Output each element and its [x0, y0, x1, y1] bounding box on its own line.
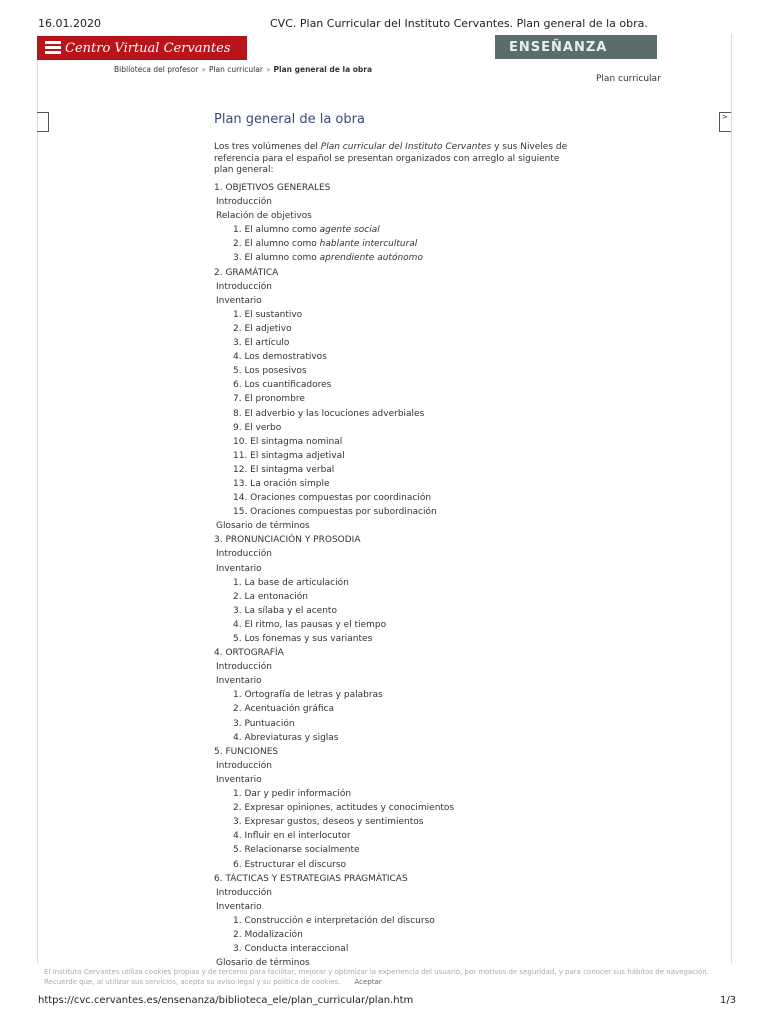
outline-item-label: 14. Oraciones compuestas por coordinación — [233, 493, 432, 504]
breadcrumb-item-current: Plan general de la obra — [273, 65, 373, 74]
outline-item-label: 2. El adjetivo — [233, 323, 292, 334]
outline-item[interactable] — [214, 392, 454, 406]
outline-item-label: Introducción — [216, 887, 272, 898]
breadcrumb — [114, 65, 372, 74]
breadcrumb-separator: » — [265, 65, 271, 74]
outline-item[interactable] — [214, 942, 454, 956]
outline-item-label: Introducción — [216, 549, 272, 560]
frame-right-border — [731, 34, 732, 964]
outline-item[interactable] — [214, 505, 454, 519]
outline-item-label: Inventario — [216, 901, 262, 912]
outline-item[interactable] — [214, 590, 454, 604]
outline-item[interactable] — [214, 843, 454, 857]
outline-item-label: Introducción — [216, 281, 272, 292]
outline-item-label: 4. ORTOGRAFÍA — [214, 648, 284, 659]
outline-item-label: 4. Influir en el interlocutor — [233, 831, 351, 842]
outline-item-label: 6. TÁCTICAS Y ESTRATEGIAS PRAGMÁTICAS — [214, 873, 408, 884]
outline-item-label: 3. El alumno como — [233, 253, 320, 264]
outline-item-label: 4. El ritmo, las pausas y el tiempo — [233, 619, 387, 630]
outline-item-emphasis: agente social — [319, 225, 380, 236]
outline-item-label: 3. PRONUNCIACIÓN Y PROSODIA — [214, 535, 361, 546]
outline-item[interactable] — [214, 829, 454, 843]
print-page-number: 1/3 — [720, 995, 737, 1006]
outline-item[interactable] — [214, 787, 454, 801]
cookie-accept-button[interactable]: Aceptar — [354, 977, 382, 986]
print-date: 16.01.2020 — [38, 17, 101, 30]
section-label[interactable]: Plan curricular — [596, 74, 661, 84]
outline-item[interactable] — [214, 618, 454, 632]
outline-item[interactable] — [214, 477, 454, 491]
outline-section-heading[interactable] — [214, 181, 454, 195]
outline-item-label: 8. El adverbio y las locuciones adverbiales — [233, 408, 425, 419]
outline-item-label: 3. Expresar gustos, deseos y sentimientos — [233, 817, 424, 828]
outline-item[interactable] — [214, 322, 454, 336]
outline-item-label: 1. Dar y pedir información — [233, 789, 352, 800]
outline-item-label: Relación de objetivos — [216, 211, 312, 222]
outline-item[interactable] — [214, 801, 454, 815]
outline-item[interactable] — [214, 731, 454, 745]
outline-item-label: 12. El sintagma verbal — [233, 464, 335, 475]
outline-section-heading[interactable] — [214, 533, 454, 547]
cookie-notice — [44, 968, 724, 987]
outline-item-label: 2. Acentuación gráfica — [233, 704, 334, 715]
outline-item[interactable] — [214, 364, 454, 378]
print-footer-url: https://cvc.cervantes.es/ensenanza/biblioteca_ele/plan_curricular/plan.htm — [38, 995, 414, 1006]
outline-item-label: 6. Estructurar el discurso — [233, 859, 347, 870]
outline-item-label: Introducción — [216, 760, 272, 771]
outline-item[interactable] — [214, 195, 454, 209]
breadcrumb-separator: » — [201, 65, 206, 74]
outline-item-label: 13. La oración simple — [233, 478, 330, 489]
breadcrumb-item-biblioteca[interactable]: Biblioteca del profesor — [114, 65, 199, 74]
outline-item[interactable] — [214, 688, 454, 702]
outline-item-label: 1. El alumno como — [233, 225, 320, 236]
outline-item-label: 1. El sustantivo — [233, 309, 303, 320]
outline-section-heading[interactable] — [214, 646, 454, 660]
outline-item[interactable] — [214, 407, 454, 421]
outline-item[interactable] — [214, 886, 454, 900]
outline-item-label: 1. Ortografía de letras y palabras — [233, 690, 383, 701]
outline-item-label: Inventario — [216, 774, 262, 785]
outline-item[interactable] — [214, 223, 454, 237]
outline-item-label: 9. El verbo — [233, 422, 282, 433]
outline-item-label: 6. Los cuantificadores — [233, 380, 332, 391]
outline-item[interactable] — [214, 308, 454, 322]
outline-item[interactable] — [214, 251, 454, 265]
outline-item[interactable] — [214, 914, 454, 928]
plan-outline — [214, 181, 454, 970]
outline-item-label: Inventario — [216, 563, 262, 574]
outline-item[interactable] — [214, 604, 454, 618]
left-panel-toggle[interactable] — [37, 112, 49, 132]
breadcrumb-item-plan-curricular[interactable]: Plan curricular — [208, 65, 263, 74]
outline-item-label: Glosario de términos — [216, 521, 310, 532]
outline-item[interactable] — [214, 421, 454, 435]
outline-item-label: 2. La entonación — [233, 591, 308, 602]
outline-item-label: 3. La sílaba y el acento — [233, 605, 337, 616]
outline-item-emphasis: hablante intercultural — [319, 239, 418, 250]
outline-item[interactable] — [214, 463, 454, 477]
right-panel-toggle[interactable] — [719, 112, 731, 132]
outline-item[interactable] — [214, 773, 454, 787]
outline-item[interactable] — [214, 717, 454, 731]
outline-item[interactable] — [214, 350, 454, 364]
outline-item[interactable] — [214, 547, 454, 561]
outline-item[interactable] — [214, 928, 454, 942]
outline-item[interactable] — [214, 900, 454, 914]
outline-item[interactable] — [214, 858, 454, 872]
outline-section-heading[interactable] — [214, 872, 454, 886]
logo-text: Centro Virtual Cervantes — [65, 40, 231, 56]
outline-item-label: 3. Conducta interaccional — [233, 944, 349, 955]
outline-item-label: 1. OBJETIVOS GENERALES — [214, 183, 331, 193]
intro-text-start: Los tres volúmenes del — [214, 142, 321, 152]
outline-item[interactable] — [214, 632, 454, 646]
outline-item-label: Inventario — [216, 295, 262, 306]
page-title: Plan general de la obra — [214, 112, 365, 127]
outline-item[interactable] — [214, 237, 454, 251]
section-banner[interactable]: ENSEÑANZA — [495, 35, 657, 59]
outline-item[interactable] — [214, 294, 454, 308]
outline-item[interactable] — [214, 519, 454, 533]
outline-item-label: 15. Oraciones compuestas por subordinación — [233, 507, 437, 518]
outline-item-label: 1. Construcción e interpretación del discurso — [233, 915, 435, 926]
outline-item-label: 10. El sintagma nominal — [233, 436, 343, 447]
outline-item[interactable] — [214, 209, 454, 223]
outline-item-label: 2. Expresar opiniones, actitudes y conocimientos — [233, 803, 455, 814]
outline-item-label: Introducción — [216, 662, 272, 673]
print-title: CVC. Plan Curricular del Instituto Cervantes. Plan general de la obra. — [270, 17, 648, 30]
outline-item-label: 4. Abreviaturas y siglas — [233, 732, 339, 743]
outline-item-label: 5. Los fonemas y sus variantes — [233, 634, 373, 644]
outline-item[interactable] — [214, 562, 454, 576]
outline-item[interactable] — [214, 674, 454, 688]
outline-item-label: 2. GRAMÁTICA — [214, 267, 279, 278]
outline-item[interactable] — [214, 435, 454, 449]
outline-item-label: 4. Los demostrativos — [233, 352, 327, 363]
outline-item[interactable] — [214, 759, 454, 773]
outline-item[interactable] — [214, 491, 454, 505]
cervantes-logo-icon — [45, 41, 61, 55]
cvc-logo[interactable] — [37, 36, 247, 60]
outline-item-label: 2. Modalización — [233, 929, 303, 940]
frame-left-border — [37, 34, 38, 964]
outline-item-label: 5. Relacionarse socialmente — [233, 845, 360, 856]
outline-item[interactable] — [214, 702, 454, 716]
outline-item[interactable] — [214, 576, 454, 590]
outline-item-label: 3. El artículo — [233, 338, 290, 349]
outline-item-label: 5. FUNCIONES — [214, 746, 279, 757]
outline-item[interactable] — [214, 660, 454, 674]
outline-item-label: Introducción — [216, 197, 272, 208]
outline-item-label: 5. Los posesivos — [233, 366, 307, 377]
outline-item-label: 1. La base de articulación — [233, 577, 349, 588]
outline-item-label: Glosario de términos — [216, 958, 310, 969]
intro-paragraph — [214, 142, 574, 177]
outline-item[interactable] — [214, 336, 454, 350]
chevron-right-icon: > — [722, 113, 728, 121]
outline-item-emphasis: aprendiente autónomo — [319, 253, 423, 264]
intro-text-end: y sus Niveles de referencia para el español se presentan organizados con arreglo al siguiente plan general: — [214, 142, 568, 175]
outline-section-heading[interactable] — [214, 745, 454, 759]
outline-item[interactable] — [214, 378, 454, 392]
outline-item-label: Inventario — [216, 676, 262, 687]
outline-item[interactable] — [214, 280, 454, 294]
cookie-notice-text: El Instituto Cervantes utiliza cookies propias y de terceros para facilitar, mejorar y optimizar la experiencia del usuario, por motivos de seguridad, y para conocer sus hábitos de navegación. Recuerde que, al utilizar sus servicios, acepta su aviso legal y su política de cookies. — [44, 968, 709, 986]
outline-item[interactable] — [214, 815, 454, 829]
intro-work-title: Plan curricular del Instituto Cervantes — [320, 142, 492, 152]
outline-item-label: 2. El alumno como — [233, 239, 320, 250]
outline-section-heading[interactable] — [214, 266, 454, 280]
outline-item-label: 3. Puntuación — [233, 718, 295, 729]
outline-item-label: 7. El pronombre — [233, 394, 305, 405]
outline-item[interactable] — [214, 449, 454, 463]
outline-item-label: 11. El sintagma adjetival — [233, 450, 345, 461]
